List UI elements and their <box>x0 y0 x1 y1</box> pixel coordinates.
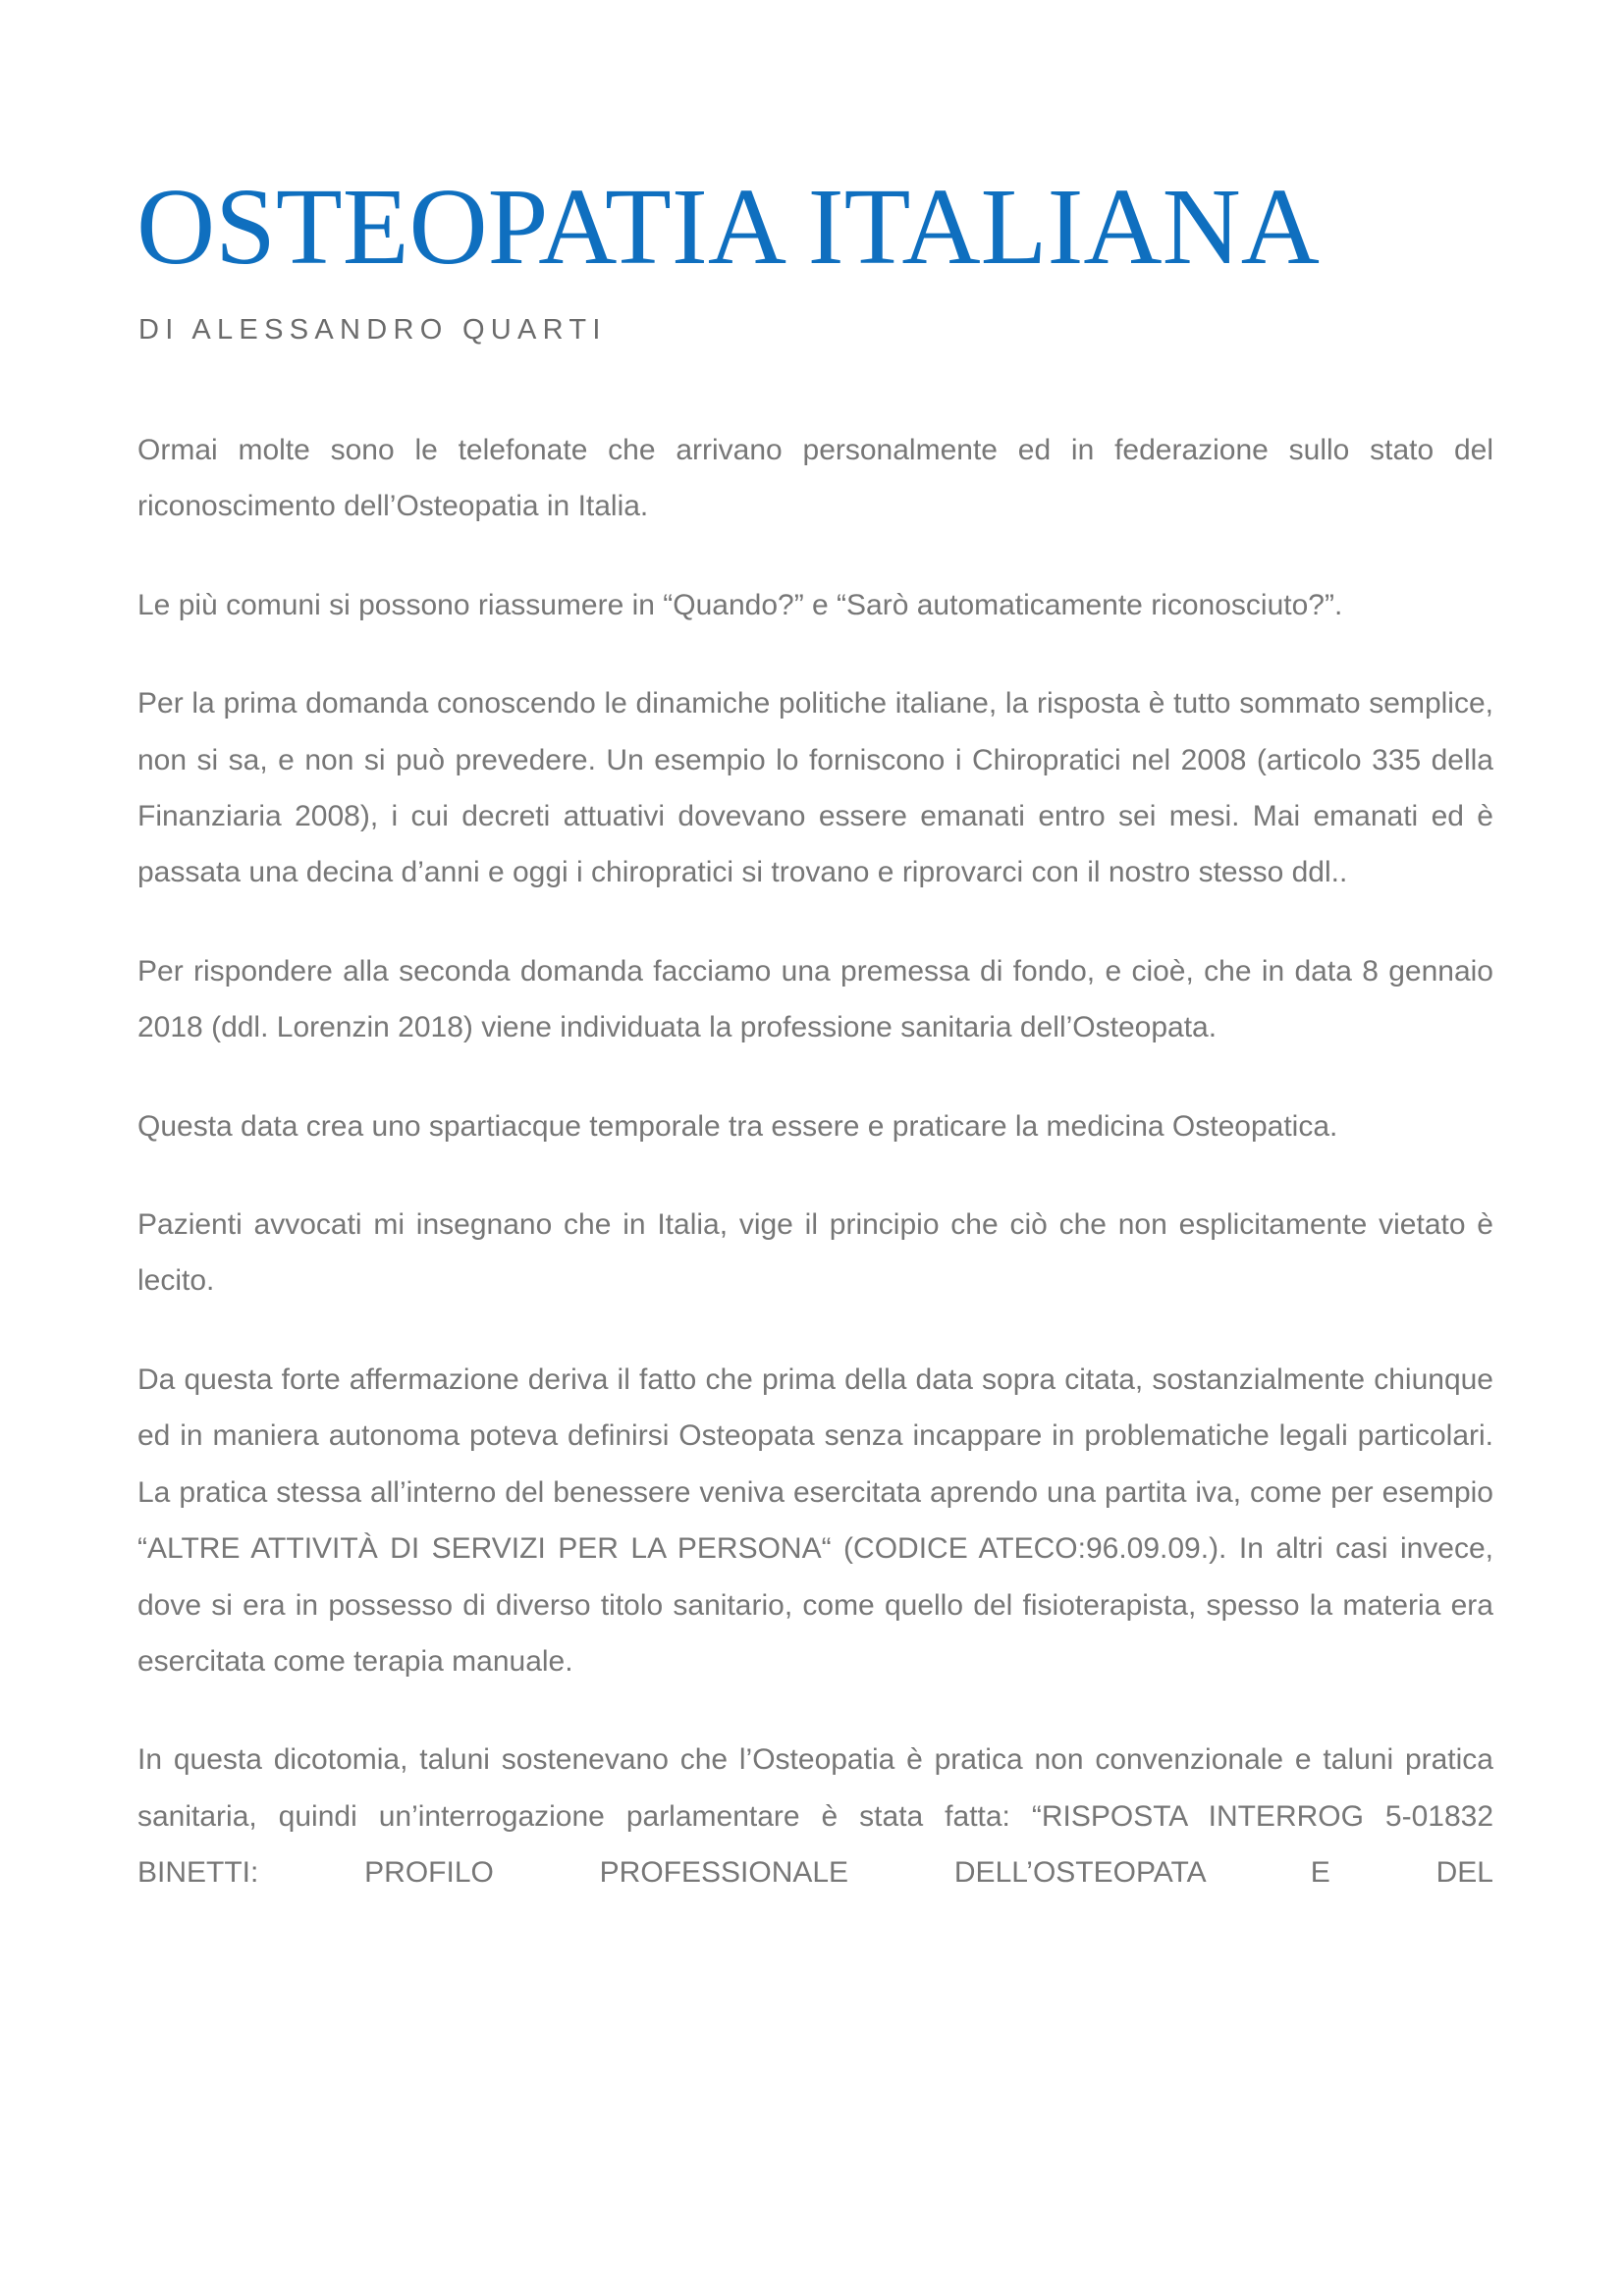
body-paragraph: Ormai molte sono le telefonate che arrivano personalmente ed in federazione sullo stato del riconoscimento dell’Osteopatia in Italia. <box>137 434 1493 523</box>
body-paragraph: Per rispondere alla seconda domanda facciamo una premessa di fondo, e cioè, che in data 8 gennaio 2018 (ddl. Lorenzin 2018) viene individuata la professione sanitaria dell’Osteopata. <box>137 954 1493 1044</box>
body-paragraph: Da questa forte affermazione deriva il fatto che prima della data sopra citata, sostanzialmente chiunque ed in maniera autonoma poteva definirsi Osteopata senza incappare in problematiche legali particolari. La pratica stessa all’interno del benessere veniva esercitata aprendo una partita iva, come per esempio “ALTRE ATTIVITÀ DI SERVIZI PER LA PERSONA“ (CODICE ATECO:96.09.09.). In altri casi invece, dove si era in possesso di diverso titolo sanitario, come quello del fisioterapista, spesso la materia era esercitata come terapia manuale. <box>137 1362 1493 1678</box>
body-paragraph: Per la prima domanda conoscendo le dinamiche politiche italiane, la risposta è tutto sommato semplice, non si sa, e non si può prevedere. Un esempio lo forniscono i Chiropratici nel 2008 (articolo 335 della Finanziaria 2008), i cui decreti attuativi dovevano essere emanati entro sei mesi. Mai emanati ed è passata una decina d’anni e oggi i chiropratici si trovano e riprovarci con il nostro stesso ddl.. <box>137 687 1493 889</box>
body-paragraph: Le più comuni si possono riassumere in “Quando?” e “Sarò automaticamente riconosciuto?”. <box>137 588 1343 621</box>
body-paragraph: Pazienti avvocati mi insegnano che in Italia, vige il principio che ciò che non esplicitamente vietato è lecito. <box>137 1208 1493 1298</box>
body-paragraph: In questa dicotomia, taluni sostenevano che l’Osteopatia è pratica non convenzionale e taluni pratica sanitaria, quindi un’interrogazione parlamentare è stata fatta: “RISPOSTA INTERROG 5-01832 BINETTI: PROFILO PROFESSIONALE DELL’OSTEOPATA E DEL <box>137 1743 1493 1890</box>
document-author: DI ALESSANDRO QUARTI <box>138 314 607 346</box>
body-paragraph: Questa data crea uno spartiacque temporale tra essere e praticare la medicina Osteopatica. <box>137 1109 1338 1143</box>
document-title: OSTEOPATIA ITALIANA <box>136 167 1320 288</box>
document-body <box>137 422 1493 1944</box>
